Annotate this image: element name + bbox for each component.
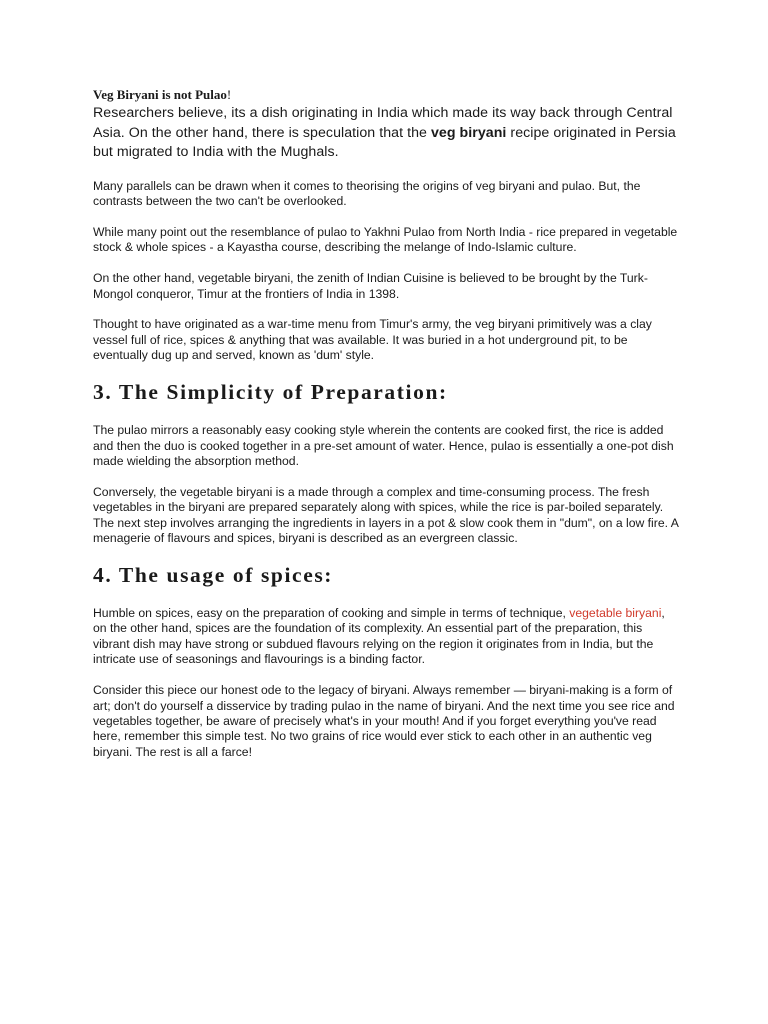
spices-text-2: , on the other hand, spices are the foundation of its complexity. An essential part of the preparation, this vibrant dish may have strong or subdued flavours relying on the region it originates from in India, but the intricate use of seasonings and flavourings is a binding factor. bbox=[93, 606, 665, 667]
paragraph: Conversely, the vegetable biryani is a made through a complex and time-consuming process. The fresh vegetables in the biryani are prepared separately along with spices, while the rice is par-boiled separately. The next step involves arranging the ingredients in layers in a pot & slow cook them in "dum", on a low fire. A menagerie of flavours and spices, biryani is described as an evergreen classic. bbox=[93, 484, 679, 546]
paragraph: Thought to have originated as a war-time menu from Timur's army, the veg biryani primitively was a clay vessel full of rice, spices & anything that was available. It was buried in a hot underground pit, to be eventually dug up and served, known as 'dum' style. bbox=[93, 317, 652, 363]
intro-text-1: Researchers believe, its a dish originating in India which made its way back through Central Asia. On the other hand, there is speculation that the bbox=[93, 105, 673, 141]
document-page bbox=[93, 86, 681, 776]
intro-paragraph bbox=[93, 104, 681, 163]
paragraph-conclusion: Consider this piece our honest ode to the legacy of biryani. Always remember — biryani-making is a form of art; don't do yourself a disservice by trading pulao in the name of biryani. And the next time you see rice and vegetables together, be aware of precisely what's in your mouth! And if you forget everything you've read here, remember this simple test. No two grains of rice would ever stick to each other in an authentic veg biryani. The rest is all a farce! bbox=[93, 683, 675, 759]
section-heading-simplicity: 3. The Simplicity of Preparation: bbox=[93, 380, 448, 405]
intro-bold-term: veg biryani bbox=[430, 124, 507, 141]
vegetable-biryani-link[interactable]: vegetable biryani bbox=[569, 606, 662, 620]
subheading-punct: ! bbox=[226, 87, 232, 102]
paragraph: On the other hand, vegetable biryani, the zenith of Indian Cuisine is believed to be brought by the Turk-Mongol conqueror, Timur at the frontiers of India in 1398. bbox=[93, 271, 648, 301]
paragraph-spices bbox=[93, 606, 681, 668]
spices-text-1: Humble on spices, easy on the preparation of cooking and simple in terms of technique, bbox=[93, 606, 570, 620]
intro-text-2: recipe originated in Persia but migrated to India with the Mughals. bbox=[93, 124, 676, 160]
paragraph: Many parallels can be drawn when it comes to theorising the origins of veg biryani and pulao. But, the contrasts between the two can't be overlooked. bbox=[93, 178, 641, 208]
subheading-text: Veg Biryani is not Pulao bbox=[93, 87, 227, 102]
subheading bbox=[93, 86, 681, 104]
section-heading-spices: 4. The usage of spices: bbox=[93, 563, 334, 587]
paragraph: The pulao mirrors a reasonably easy cooking style wherein the contents are cooked first, the rice is added and then the duo is cooked together in a pre-set amount of water. Hence, pulao is essentially a one-pot dish made wielding the absorption method. bbox=[93, 423, 674, 468]
paragraph: While many point out the resemblance of pulao to Yakhni Pulao from North India - rice prepared in vegetable stock & whole spices - a Kayastha course, describing the melange of Indo-Islamic culture. bbox=[93, 224, 678, 255]
